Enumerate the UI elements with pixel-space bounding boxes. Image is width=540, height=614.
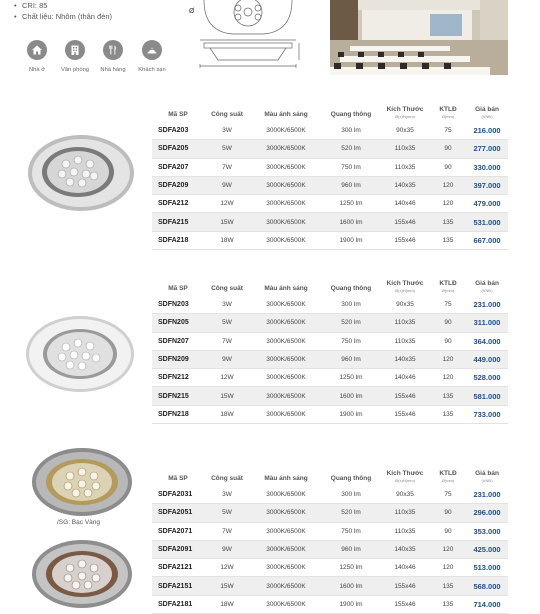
technical-drawing <box>188 0 310 72</box>
spec-cri: • CRI: 85 <box>22 1 47 10</box>
cell-code: SDFA2071 <box>152 522 204 540</box>
header-price-unit: (VNĐ) <box>481 113 493 119</box>
cell-power: 3W <box>204 486 250 504</box>
cell-flux: 520 lm <box>322 504 380 522</box>
cell-cutout: 135 <box>430 405 466 423</box>
cell-size: 155x46 <box>380 231 430 249</box>
header-cutout-label: KTLĐ <box>439 106 457 113</box>
usage-hotel <box>130 40 174 73</box>
cell-code: SDFA2031 <box>152 486 204 504</box>
header-power-label: Công suất <box>211 475 243 483</box>
table-row <box>152 577 508 595</box>
table-row <box>152 231 508 249</box>
cell-cutout: 135 <box>430 387 466 405</box>
cell-cutout: 75 <box>430 122 466 140</box>
header-cutout-label: KTLĐ <box>439 280 457 287</box>
cell-color: 3000K/6500K <box>250 522 322 540</box>
table-row <box>152 522 508 540</box>
header-code-label: Mã SP <box>168 285 188 293</box>
header-code-label: Mã SP <box>168 475 188 483</box>
cell-code: SDFA205 <box>152 140 204 158</box>
cell-flux: 1600 lm <box>322 387 380 405</box>
cell-size: 155x46 <box>380 577 430 595</box>
cell-price: 714.000 <box>466 595 508 613</box>
cell-power: 3W <box>204 296 250 314</box>
cell-cutout: 75 <box>430 296 466 314</box>
table-row <box>152 387 508 405</box>
cell-price: 449.000 <box>466 350 508 368</box>
header-power <box>204 101 250 122</box>
lamp-image-silver-gold <box>30 446 134 518</box>
cell-price: 216.000 <box>466 122 508 140</box>
cell-cutout: 120 <box>430 195 466 213</box>
cell-flux: 960 lm <box>322 350 380 368</box>
cell-code: SDFA2091 <box>152 540 204 558</box>
header-color <box>250 275 322 296</box>
cell-code: SDFA212 <box>152 195 204 213</box>
table-row <box>152 140 508 158</box>
cell-cutout: 120 <box>430 176 466 194</box>
header-power <box>204 275 250 296</box>
header-code <box>152 275 204 296</box>
header-price <box>466 465 508 486</box>
table-row <box>152 369 508 387</box>
cell-power: 5W <box>204 140 250 158</box>
cell-size: 90x35 <box>380 296 430 314</box>
cell-size: 155x46 <box>380 595 430 613</box>
header-flux <box>322 101 380 122</box>
cell-size: 155x46 <box>380 213 430 231</box>
cell-code: SDFN212 <box>152 369 204 387</box>
table-row <box>152 176 508 194</box>
header-price-unit: (VNĐ) <box>481 287 493 293</box>
cell-color: 3000K/6500K <box>250 140 322 158</box>
header-flux-label: Quang thông <box>330 475 372 483</box>
cell-power: 15W <box>204 213 250 231</box>
cell-power: 7W <box>204 158 250 176</box>
header-price-unit: (VNĐ) <box>481 477 493 483</box>
cell-color: 3000K/6500K <box>250 195 322 213</box>
cell-cutout: 135 <box>430 213 466 231</box>
product-table <box>152 101 508 250</box>
cell-price: 568.000 <box>466 577 508 595</box>
cell-code: SDFA207 <box>152 158 204 176</box>
table-row <box>152 504 508 522</box>
cell-power: 7W <box>204 522 250 540</box>
header-price-label: Giá bán <box>475 280 499 287</box>
product-table <box>152 275 508 424</box>
cell-color: 3000K/6500K <box>250 122 322 140</box>
header-size <box>380 465 430 486</box>
cell-power: 18W <box>204 405 250 423</box>
cell-cutout: 120 <box>430 369 466 387</box>
cell-flux: 750 lm <box>322 332 380 350</box>
header-size-unit: Ø(x)H(mm) <box>395 113 415 119</box>
cell-size: 110x35 <box>380 158 430 176</box>
cell-cutout: 90 <box>430 158 466 176</box>
cell-cutout: 120 <box>430 350 466 368</box>
header-flux <box>322 275 380 296</box>
cell-price: 277.000 <box>466 140 508 158</box>
cell-code: SDFA203 <box>152 122 204 140</box>
cell-color: 3000K/6500K <box>250 369 322 387</box>
cell-size: 90x35 <box>380 122 430 140</box>
cell-code: SDFA2121 <box>152 559 204 577</box>
cell-power: 3W <box>204 122 250 140</box>
cell-code: SDFA209 <box>152 176 204 194</box>
cell-size: 155x46 <box>380 405 430 423</box>
cell-power: 12W <box>204 195 250 213</box>
header-cutout <box>430 275 466 296</box>
hotel-icon <box>142 40 162 60</box>
cell-flux: 750 lm <box>322 158 380 176</box>
header-size <box>380 275 430 296</box>
cell-power: 18W <box>204 595 250 613</box>
cell-color: 3000K/6500K <box>250 405 322 423</box>
usage-restaurant <box>91 40 135 73</box>
header-code <box>152 465 204 486</box>
cell-flux: 1900 lm <box>322 405 380 423</box>
cell-cutout: 135 <box>430 231 466 249</box>
cell-price: 733.000 <box>466 405 508 423</box>
table-row <box>152 332 508 350</box>
table-row <box>152 559 508 577</box>
cell-cutout: 120 <box>430 540 466 558</box>
table-row <box>152 195 508 213</box>
header-color <box>250 101 322 122</box>
cell-flux: 1250 lm <box>322 195 380 213</box>
cell-color: 3000K/6500K <box>250 540 322 558</box>
cell-size: 155x46 <box>380 387 430 405</box>
cell-size: 140x46 <box>380 559 430 577</box>
cell-code: SDFN215 <box>152 387 204 405</box>
table-row <box>152 213 508 231</box>
header-color-label: Màu ánh sáng <box>264 111 308 119</box>
header-size-label: Kích Thước <box>386 280 424 287</box>
cell-cutout: 90 <box>430 314 466 332</box>
cell-flux: 300 lm <box>322 296 380 314</box>
usage-home-label: Nhà ở <box>28 67 46 73</box>
header-code <box>152 101 204 122</box>
cell-code: SDFA215 <box>152 213 204 231</box>
cell-color: 3000K/6500K <box>250 314 322 332</box>
table-row <box>152 296 508 314</box>
header-power <box>204 465 250 486</box>
cell-price: 330.000 <box>466 158 508 176</box>
cell-size: 140x46 <box>380 369 430 387</box>
header-size-unit: Ø(x)H(mm) <box>395 287 415 293</box>
table-row <box>152 540 508 558</box>
house-icon <box>27 40 47 60</box>
office-building-icon <box>65 40 85 60</box>
cell-price: 425.000 <box>466 540 508 558</box>
cell-flux: 1250 lm <box>322 369 380 387</box>
cell-size: 140x35 <box>380 176 430 194</box>
cell-price: 296.000 <box>466 504 508 522</box>
usage-restaurant-label: Nhà hàng <box>100 67 126 73</box>
cell-color: 3000K/6500K <box>250 296 322 314</box>
dimension-symbol: Ø <box>189 8 195 15</box>
cell-code: SDFN207 <box>152 332 204 350</box>
cell-power: 5W <box>204 504 250 522</box>
header-size-unit: Ø(x)H(mm) <box>395 477 415 483</box>
color-caption: /SG: Bạc Vàng <box>57 519 100 526</box>
cell-code: SDFA2051 <box>152 504 204 522</box>
cell-cutout: 135 <box>430 577 466 595</box>
header-flux-label: Quang thông <box>330 111 372 119</box>
cell-flux: 1600 lm <box>322 577 380 595</box>
cell-cutout: 75 <box>430 486 466 504</box>
cell-flux: 750 lm <box>322 522 380 540</box>
cell-size: 140x46 <box>380 195 430 213</box>
header-size <box>380 101 430 122</box>
cell-flux: 960 lm <box>322 540 380 558</box>
cell-flux: 1250 lm <box>322 559 380 577</box>
header-size-label: Kích Thước <box>386 470 424 477</box>
cell-color: 3000K/6500K <box>250 176 322 194</box>
header-flux-label: Quang thông <box>330 285 372 293</box>
cell-cutout: 90 <box>430 504 466 522</box>
lamp-image-silver-tilted <box>26 132 136 214</box>
cell-power: 15W <box>204 577 250 595</box>
cell-power: 9W <box>204 350 250 368</box>
cell-color: 3000K/6500K <box>250 158 322 176</box>
table-row <box>152 486 508 504</box>
cell-power: 18W <box>204 231 250 249</box>
cell-power: 12W <box>204 559 250 577</box>
cell-code: SDFN209 <box>152 350 204 368</box>
cell-code: SDFA218 <box>152 231 204 249</box>
lamp-image-silver-bronze <box>30 538 134 608</box>
cell-cutout: 120 <box>430 559 466 577</box>
table-row <box>152 122 508 140</box>
table-row <box>152 314 508 332</box>
cell-size: 90x35 <box>380 486 430 504</box>
cell-color: 3000K/6500K <box>250 231 322 249</box>
cell-size: 140x35 <box>380 540 430 558</box>
cell-flux: 520 lm <box>322 140 380 158</box>
cell-power: 9W <box>204 540 250 558</box>
cell-color: 3000K/6500K <box>250 486 322 504</box>
table-row <box>152 350 508 368</box>
cell-power: 15W <box>204 387 250 405</box>
spec-material: • Chất liệu: Nhôm (thân đèn) <box>22 12 112 21</box>
cell-power: 7W <box>204 332 250 350</box>
usage-office-label: Văn phòng <box>60 67 90 73</box>
header-price <box>466 101 508 122</box>
cell-size: 110x35 <box>380 314 430 332</box>
cell-code: SDFN218 <box>152 405 204 423</box>
table-row <box>152 158 508 176</box>
header-power-label: Công suất <box>211 111 243 119</box>
cell-cutout: 90 <box>430 522 466 540</box>
cell-price: 231.000 <box>466 486 508 504</box>
conference-room-photo <box>330 0 508 75</box>
cell-flux: 1600 lm <box>322 213 380 231</box>
cell-code: SDFA2181 <box>152 595 204 613</box>
header-cutout-unit: Ø(mm) <box>441 477 455 483</box>
cell-price: 311.000 <box>466 314 508 332</box>
cell-price: 528.000 <box>466 369 508 387</box>
cell-color: 3000K/6500K <box>250 595 322 613</box>
cell-flux: 300 lm <box>322 122 380 140</box>
cell-code: SDFN205 <box>152 314 204 332</box>
cell-price: 364.000 <box>466 332 508 350</box>
cell-price: 353.000 <box>466 522 508 540</box>
header-color <box>250 465 322 486</box>
cell-size: 140x35 <box>380 350 430 368</box>
header-flux <box>322 465 380 486</box>
cell-flux: 1900 lm <box>322 231 380 249</box>
header-cutout-unit: Ø(mm) <box>441 113 455 119</box>
cell-price: 513.000 <box>466 559 508 577</box>
cell-price: 667.000 <box>466 231 508 249</box>
header-cutout-unit: Ø(mm) <box>441 287 455 293</box>
cell-size: 110x35 <box>380 504 430 522</box>
header-cutout <box>430 101 466 122</box>
cell-price: 581.000 <box>466 387 508 405</box>
cell-color: 3000K/6500K <box>250 559 322 577</box>
cell-flux: 300 lm <box>322 486 380 504</box>
header-code-label: Mã SP <box>168 111 188 119</box>
cell-flux: 520 lm <box>322 314 380 332</box>
table-row <box>152 595 508 613</box>
cell-price: 531.000 <box>466 213 508 231</box>
cell-color: 3000K/6500K <box>250 213 322 231</box>
header-price-label: Giá bán <box>475 106 499 113</box>
cell-flux: 960 lm <box>322 176 380 194</box>
cell-size: 110x35 <box>380 140 430 158</box>
header-size-label: Kích Thước <box>386 106 424 113</box>
cell-color: 3000K/6500K <box>250 350 322 368</box>
restaurant-icon <box>103 40 123 60</box>
product-table <box>152 465 508 614</box>
cell-size: 110x35 <box>380 522 430 540</box>
cell-color: 3000K/6500K <box>250 504 322 522</box>
cell-color: 3000K/6500K <box>250 387 322 405</box>
header-color-label: Màu ánh sáng <box>264 285 308 293</box>
cell-price: 231.000 <box>466 296 508 314</box>
header-cutout-label: KTLĐ <box>439 470 457 477</box>
lamp-image-white <box>24 313 136 395</box>
header-cutout <box>430 465 466 486</box>
cell-code: SDFA2151 <box>152 577 204 595</box>
cell-cutout: 135 <box>430 595 466 613</box>
cell-code: SDFN203 <box>152 296 204 314</box>
cell-power: 12W <box>204 369 250 387</box>
header-price <box>466 275 508 296</box>
cell-price: 397.000 <box>466 176 508 194</box>
header-price-label: Giá bán <box>475 470 499 477</box>
cell-price: 479.000 <box>466 195 508 213</box>
header-color-label: Màu ánh sáng <box>264 475 308 483</box>
header-power-label: Công suất <box>211 285 243 293</box>
cell-color: 3000K/6500K <box>250 577 322 595</box>
cell-flux: 1900 lm <box>322 595 380 613</box>
cell-size: 110x35 <box>380 332 430 350</box>
usage-hotel-label: Khách sạn <box>138 67 166 73</box>
cell-color: 3000K/6500K <box>250 332 322 350</box>
cell-cutout: 90 <box>430 140 466 158</box>
cell-cutout: 90 <box>430 332 466 350</box>
cell-power: 9W <box>204 176 250 194</box>
table-row <box>152 405 508 423</box>
cell-power: 5W <box>204 314 250 332</box>
